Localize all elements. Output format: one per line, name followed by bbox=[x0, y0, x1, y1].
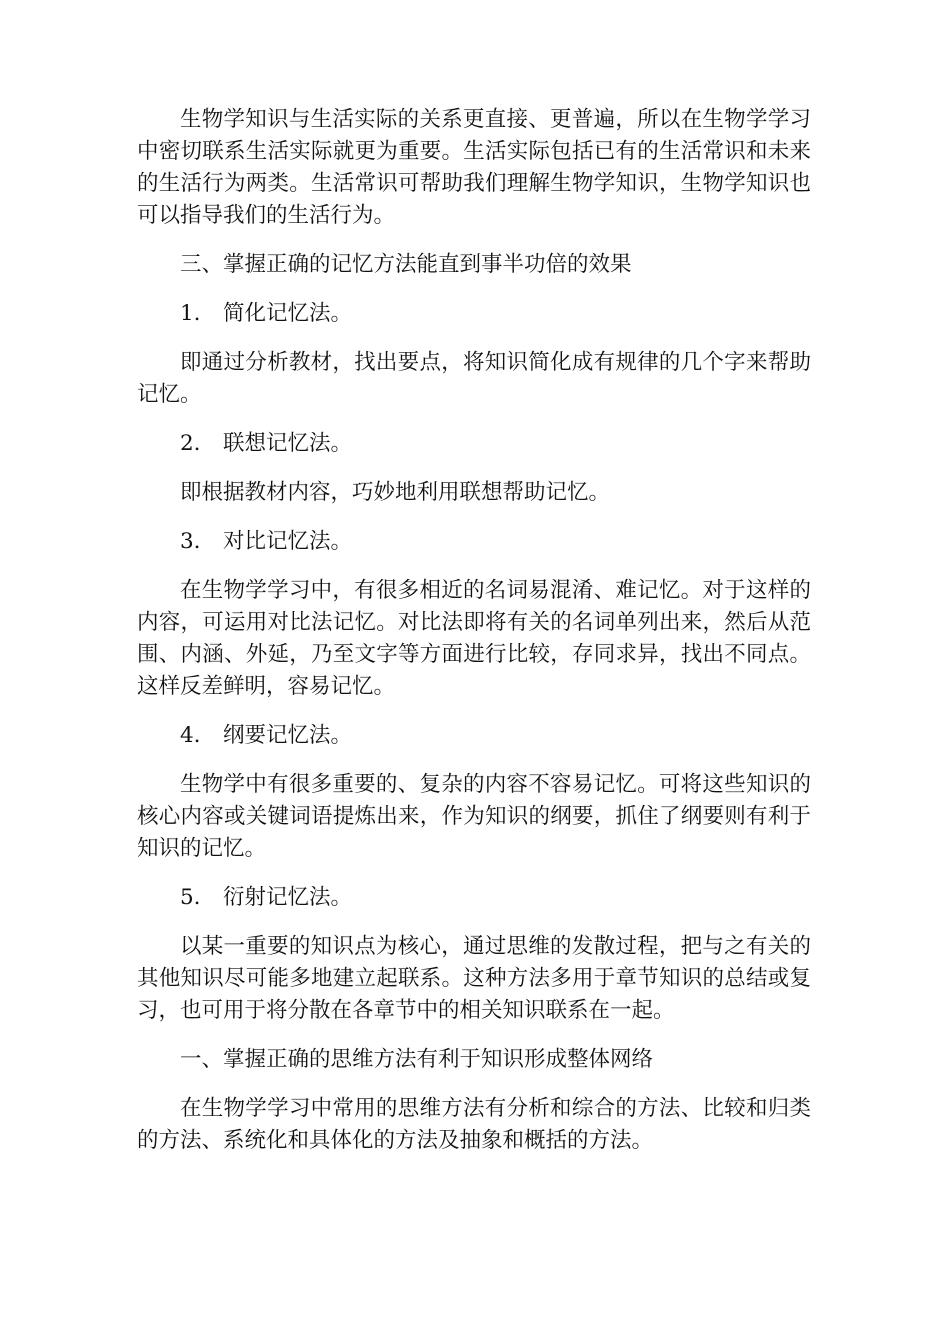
list-item-outline bbox=[137, 720, 811, 752]
list-number: 4. bbox=[180, 723, 201, 748]
section-heading-thinking-methods: 一、掌握正确的思维方法有利于知识形成整体网络 bbox=[180, 1047, 654, 1072]
paragraph-contrast: 在生物学学习中，有很多相近的名词易混淆、难记忆。对于这样的内容，可运用对比法记忆。对比法即将有关的名词单列出来，然后从范围、内涵、外延，乃至文字等方面进行比较，存同求异，找出不同点。这样反差鲜明，容易记忆。 bbox=[137, 578, 811, 699]
list-item-label: 纲要记忆法。 bbox=[223, 723, 353, 748]
paragraph-association: 即根据教材内容，巧妙地利用联想帮助记忆。 bbox=[180, 480, 611, 505]
list-item-contrast bbox=[137, 526, 811, 558]
list-number: 1. bbox=[180, 301, 201, 326]
list-item-association bbox=[137, 428, 811, 460]
paragraph-thinking-methods: 在生物学学习中常用的思维方法有分析和综合的方法、比较和归类的方法、系统化和具体化的方法及抽象和概括的方法。 bbox=[137, 1096, 811, 1153]
section-heading-memory-methods: 三、掌握正确的记忆方法能直到事半功倍的效果 bbox=[180, 252, 632, 277]
list-item-label: 对比记忆法。 bbox=[223, 529, 353, 554]
paragraph-simplify: 即通过分析教材，找出要点，将知识简化成有规律的几个字来帮助记忆。 bbox=[137, 350, 811, 407]
list-number: 2. bbox=[180, 431, 201, 456]
paragraph-life-connection: 生物学知识与生活实际的关系更直接、更普遍，所以在生物学学习中密切联系生活实际就更为重要。生活实际包括已有的生活常识和未来的生活行为两类。生活常识可帮助我们理解生物学知识，生物学知识也可以指导我们的生活行为。 bbox=[137, 107, 811, 228]
list-item-label: 衍射记忆法。 bbox=[223, 885, 353, 910]
list-item-label: 联想记忆法。 bbox=[223, 431, 353, 456]
paragraph-radiation: 以某一重要的知识点为核心，通过思维的发散过程，把与之有关的其他知识尽可能多地建立起联系。这种方法多用于章节知识的总结或复习，也可用于将分散在各章节中的相关知识联系在一起。 bbox=[137, 934, 811, 1023]
list-number: 3. bbox=[180, 529, 201, 554]
document-page bbox=[137, 104, 811, 1174]
list-item-simplify bbox=[137, 298, 811, 330]
list-item-label: 简化记忆法。 bbox=[223, 301, 353, 326]
list-number: 5. bbox=[180, 885, 201, 910]
paragraph-outline: 生物学中有很多重要的、复杂的内容不容易记忆。可将这些知识的核心内容或关键词语提炼出来，作为知识的纲要，抓住了纲要则有利于知识的记忆。 bbox=[137, 772, 811, 861]
list-item-radiation bbox=[137, 882, 811, 914]
